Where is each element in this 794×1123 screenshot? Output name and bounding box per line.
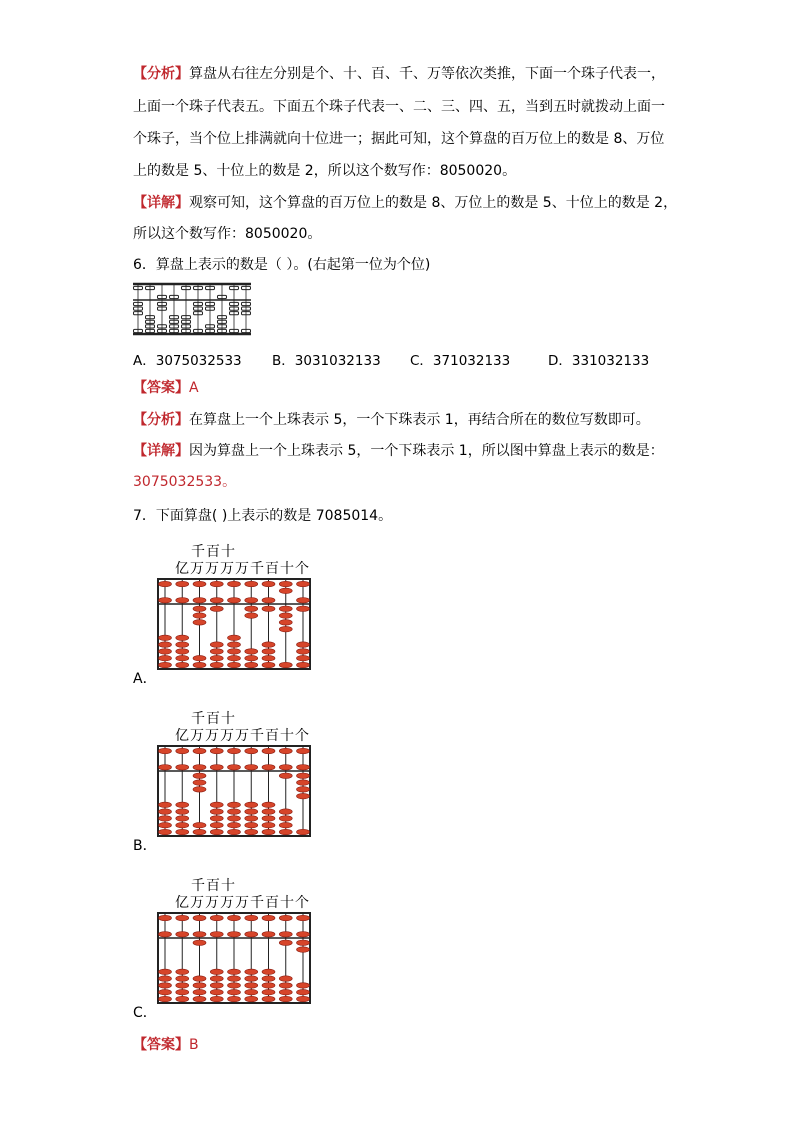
abacus-lower-bead: [193, 620, 206, 626]
abacus-lower-bead: [279, 626, 292, 632]
abacus-lower-bead: [159, 816, 172, 822]
abacus-lower-bead: [245, 989, 258, 995]
abacus-b-figure: [157, 745, 311, 837]
abacus-lower-bead: [228, 989, 241, 995]
abacus-lower-bead: [245, 996, 258, 1002]
choice-a-label: A．: [133, 671, 157, 687]
abacus-lower-bead: [159, 635, 172, 641]
abacus-lower-bead: [297, 996, 310, 1002]
q6-stem: 6．算盘上表示的数是（ ）。(右起第一位为个位): [133, 257, 431, 273]
abacus-upper-bead: [262, 581, 275, 587]
abacus-lower-bead: [279, 613, 292, 619]
analysis-1-line-4: 上的数是 5、十位上的数是 2，所以这个数写作：8050020。: [133, 163, 517, 179]
abacus-lower-bead: [159, 989, 172, 995]
abacus-lower-bead: [176, 649, 189, 655]
abacus-lower-bead: [228, 802, 241, 808]
text: 观察可知，这个算盘的百万位上的数是 8、万位上的数是 5、十位上的数是 2，: [189, 195, 678, 211]
abacus-lower-bead: [262, 983, 275, 989]
q6-analysis: [133, 410, 650, 430]
abacus-lower-bead: [159, 655, 172, 661]
q6-option-d: D．331032133: [548, 353, 650, 369]
abacus-lower-bead: [279, 989, 292, 995]
abacus-lower-bead: [228, 829, 241, 835]
analysis-tag: 【分析】: [133, 412, 189, 428]
abacus-lower-bead: [228, 809, 241, 815]
abacus-upper-bead: [279, 932, 292, 938]
q6-option-b: B．3031032133: [272, 353, 381, 369]
abacus-lower-bead: [228, 976, 241, 982]
abacus-lower-bead: [176, 983, 189, 989]
detail-1-line-2: 所以这个数写作：8050020。: [133, 226, 322, 242]
abacus-lower-bead: [279, 940, 292, 946]
abacus-a-place-top: 千百十: [191, 544, 236, 560]
abacus-upper-bead: [176, 581, 189, 587]
abacus-lower-bead: [193, 655, 206, 661]
abacus-lower-bead: [279, 976, 292, 982]
abacus-lower-bead: [297, 940, 310, 946]
abacus-upper-bead: [193, 932, 206, 938]
abacus-upper-bead: [279, 915, 292, 921]
abacus-lower-bead: [279, 996, 292, 1002]
abacus-lower-bead: [245, 822, 258, 828]
abacus-lower-bead: [262, 649, 275, 655]
abacus-lower-bead: [159, 976, 172, 982]
abacus-lower-bead: [193, 773, 206, 779]
abacus-lower-bead: [210, 642, 223, 648]
abacus-lower-bead: [262, 802, 275, 808]
abacus-lower-bead: [228, 642, 241, 648]
abacus-upper-bead: [193, 765, 206, 771]
abacus-lower-bead: [228, 662, 241, 668]
abacus-upper-bead: [176, 598, 189, 604]
abacus-lower-bead: [228, 822, 241, 828]
abacus-lower-bead: [159, 802, 172, 808]
choice-c-label: C．: [133, 1005, 157, 1021]
abacus-upper-bead: [262, 765, 275, 771]
abacus-lower-bead: [245, 969, 258, 975]
abacus-upper-bead: [159, 765, 172, 771]
text: 因为算盘上一个上珠表示 5，一个下珠表示 1，所以图中算盘上表示的数是：: [189, 443, 664, 459]
analysis-tag: 【分析】: [133, 66, 189, 82]
abacus-upper-bead: [176, 915, 189, 921]
abacus-upper-bead: [245, 581, 258, 587]
abacus-lower-bead: [193, 662, 206, 668]
abacus-lower-bead: [297, 829, 310, 835]
abacus-upper-bead: [228, 581, 241, 587]
abacus-upper-bead: [159, 915, 172, 921]
abacus-lower-bead: [176, 642, 189, 648]
abacus-c-place-bottom: 亿万万万万千百十个: [175, 895, 310, 911]
abacus-lower-bead: [297, 793, 310, 799]
abacus-lower-bead: [193, 940, 206, 946]
abacus-lower-bead: [297, 787, 310, 793]
abacus-lower-bead: [210, 649, 223, 655]
abacus-lower-bead: [210, 606, 223, 612]
abacus-upper-bead: [245, 598, 258, 604]
abacus-upper-bead: [193, 915, 206, 921]
abacus-lower-bead: [297, 642, 310, 648]
abacus-upper-bead: [279, 581, 292, 587]
detail-tag: 【详解】: [133, 443, 189, 459]
analysis-1-line-1: [133, 64, 665, 84]
abacus-lower-bead: [297, 662, 310, 668]
q6-detail-line-2: 3075032533。: [133, 474, 237, 490]
abacus-upper-bead: [176, 748, 189, 754]
abacus-lower-bead: [245, 655, 258, 661]
abacus-lower-bead: [262, 829, 275, 835]
abacus-lower-bead: [228, 655, 241, 661]
q7-answer: [133, 1035, 199, 1055]
abacus-lower-bead: [279, 773, 292, 779]
abacus-upper-bead: [176, 765, 189, 771]
abacus-lower-bead: [159, 642, 172, 648]
abacus-lower-bead: [193, 606, 206, 612]
abacus-lower-bead: [176, 989, 189, 995]
abacus-lower-bead: [159, 662, 172, 668]
abacus-upper-bead: [245, 915, 258, 921]
q6-option-a: A．3075032533: [133, 353, 242, 369]
abacus-b-place-top: 千百十: [191, 711, 236, 727]
abacus-upper-bead: [159, 581, 172, 587]
abacus-lower-bead: [210, 969, 223, 975]
abacus-lower-bead: [193, 976, 206, 982]
abacus-b-place-bottom: 亿万万万万千百十个: [175, 728, 310, 744]
abacus-lower-bead: [210, 655, 223, 661]
abacus-upper-bead: [193, 748, 206, 754]
abacus-lower-bead: [176, 802, 189, 808]
abacus-lower-bead: [176, 976, 189, 982]
abacus-upper-bead: [210, 765, 223, 771]
abacus-c-place-top: 千百十: [191, 878, 236, 894]
abacus-upper-bead: [228, 765, 241, 771]
abacus-lower-bead: [297, 983, 310, 989]
abacus-lower-bead: [159, 649, 172, 655]
abacus-upper-bead: [245, 748, 258, 754]
abacus-lower-bead: [262, 642, 275, 648]
abacus-lower-bead: [193, 996, 206, 1002]
abacus-upper-bead: [210, 598, 223, 604]
abacus-lower-bead: [279, 809, 292, 815]
abacus-lower-bead: [262, 655, 275, 661]
q7-stem: 7．下面算盘( )上表示的数是 7085014。: [133, 508, 393, 524]
q6-option-c: C．371032133: [410, 353, 511, 369]
abacus-lower-bead: [228, 969, 241, 975]
abacus-a-place-bottom: 亿万万万万千百十个: [175, 561, 310, 577]
abacus-lower-bead: [245, 606, 258, 612]
abacus-upper-bead: [210, 932, 223, 938]
abacus-upper-bead: [245, 932, 258, 938]
abacus-upper-bead: [297, 765, 310, 771]
abacus-upper-bead: [228, 932, 241, 938]
abacus-lower-bead: [193, 780, 206, 786]
abacus-lower-bead: [228, 983, 241, 989]
abacus-lower-bead: [210, 983, 223, 989]
abacus-lower-bead: [210, 822, 223, 828]
abacus-upper-bead: [193, 581, 206, 587]
abacus-lower-bead: [193, 613, 206, 619]
abacus-lower-bead: [262, 969, 275, 975]
abacus-a-figure: [157, 578, 311, 670]
abacus-upper-bead: [262, 598, 275, 604]
abacus-lower-bead: [297, 606, 310, 612]
abacus-lower-bead: [279, 662, 292, 668]
abacus-lower-bead: [297, 989, 310, 995]
answer-value: A: [189, 380, 199, 396]
abacus-upper-bead: [297, 915, 310, 921]
abacus-lower-bead: [245, 976, 258, 982]
abacus-upper-bead: [159, 598, 172, 604]
abacus-lower-bead: [176, 809, 189, 815]
abacus-lower-bead: [210, 809, 223, 815]
abacus-lower-bead: [245, 802, 258, 808]
abacus-upper-bead: [228, 915, 241, 921]
abacus-lower-bead: [176, 969, 189, 975]
abacus-lower-bead: [210, 989, 223, 995]
answer-value: B: [189, 1037, 199, 1053]
abacus-lower-bead: [228, 996, 241, 1002]
abacus-lower-bead: [245, 662, 258, 668]
abacus-lower-bead: [176, 816, 189, 822]
abacus-lower-bead: [245, 829, 258, 835]
abacus-lower-bead: [245, 649, 258, 655]
abacus-upper-bead: [279, 765, 292, 771]
abacus-c-figure: [157, 912, 311, 1004]
answer-tag: 【答案】: [133, 380, 189, 396]
abacus-lower-bead: [176, 635, 189, 641]
text: 在算盘上一个上珠表示 5，一个下珠表示 1，再结合所在的数位写数即可。: [189, 412, 650, 428]
abacus-lower-bead: [159, 809, 172, 815]
abacus-lower-bead: [176, 996, 189, 1002]
abacus-lower-bead: [262, 996, 275, 1002]
abacus-upper-bead: [159, 748, 172, 754]
abacus-upper-bead: [262, 748, 275, 754]
abacus-lower-bead: [262, 809, 275, 815]
abacus-lower-bead: [297, 780, 310, 786]
abacus-upper-bead: [228, 598, 241, 604]
abacus-lower-bead: [159, 983, 172, 989]
abacus-lower-bead: [297, 655, 310, 661]
abacus-lower-bead: [210, 802, 223, 808]
abacus-upper-bead: [228, 748, 241, 754]
abacus-lower-bead: [176, 822, 189, 828]
detail-tag: 【详解】: [133, 195, 189, 211]
abacus-upper-bead: [279, 588, 292, 594]
abacus-upper-bead: [297, 748, 310, 754]
abacus-lower-bead: [193, 822, 206, 828]
abacus-upper-bead: [297, 932, 310, 938]
q6-detail-line-1: [133, 441, 664, 461]
abacus-upper-bead: [210, 748, 223, 754]
abacus-lower-bead: [210, 976, 223, 982]
abacus-lower-bead: [245, 613, 258, 619]
abacus-upper-bead: [297, 581, 310, 587]
q6-abacus-figure: [133, 282, 255, 338]
abacus-lower-bead: [279, 983, 292, 989]
abacus-lower-bead: [228, 635, 241, 641]
abacus-lower-bead: [159, 822, 172, 828]
q6-answer: [133, 378, 199, 398]
abacus-upper-bead: [159, 932, 172, 938]
abacus-lower-bead: [159, 996, 172, 1002]
abacus-lower-bead: [245, 809, 258, 815]
abacus-lower-bead: [297, 649, 310, 655]
detail-1-line-1: [133, 193, 677, 213]
abacus-lower-bead: [297, 773, 310, 779]
abacus-upper-bead: [176, 932, 189, 938]
abacus-lower-bead: [193, 989, 206, 995]
abacus-lower-bead: [245, 816, 258, 822]
abacus-upper-bead: [297, 598, 310, 604]
abacus-upper-bead: [210, 915, 223, 921]
abacus-lower-bead: [262, 662, 275, 668]
abacus-upper-bead: [245, 765, 258, 771]
abacus-lower-bead: [210, 816, 223, 822]
analysis-1-line-3: 个珠子，当个位上排满就向十位进一；据此可知，这个算盘的百万位上的数是 8、万位: [133, 131, 665, 147]
abacus-lower-bead: [262, 816, 275, 822]
abacus-lower-bead: [210, 829, 223, 835]
analysis-1-line-2: 上面一个珠子代表五。下面五个珠子代表一、二、三、四、五，当到五时就拨动上面一: [133, 99, 665, 115]
abacus-lower-bead: [193, 829, 206, 835]
abacus-lower-bead: [176, 662, 189, 668]
abacus-upper-bead: [210, 581, 223, 587]
abacus-lower-bead: [262, 822, 275, 828]
choice-b-label: B．: [133, 838, 157, 854]
abacus-lower-bead: [262, 606, 275, 612]
abacus-lower-bead: [159, 969, 172, 975]
answer-tag: 【答案】: [133, 1037, 189, 1053]
abacus-lower-bead: [279, 620, 292, 626]
abacus-lower-bead: [193, 787, 206, 793]
abacus-lower-bead: [245, 983, 258, 989]
text: 算盘从右往左分别是个、十、百、千、万等依次类推，下面一个珠子代表一，: [189, 66, 665, 82]
abacus-upper-bead: [262, 915, 275, 921]
abacus-lower-bead: [262, 989, 275, 995]
abacus-lower-bead: [279, 606, 292, 612]
abacus-lower-bead: [176, 829, 189, 835]
abacus-lower-bead: [210, 996, 223, 1002]
abacus-lower-bead: [210, 662, 223, 668]
abacus-lower-bead: [279, 829, 292, 835]
abacus-lower-bead: [262, 976, 275, 982]
abacus-lower-bead: [193, 983, 206, 989]
abacus-upper-bead: [279, 748, 292, 754]
abacus-upper-bead: [262, 932, 275, 938]
abacus-lower-bead: [159, 829, 172, 835]
abacus-lower-bead: [279, 816, 292, 822]
abacus-lower-bead: [297, 947, 310, 953]
abacus-lower-bead: [228, 816, 241, 822]
abacus-lower-bead: [176, 655, 189, 661]
abacus-lower-bead: [279, 822, 292, 828]
abacus-lower-bead: [228, 649, 241, 655]
abacus-upper-bead: [193, 598, 206, 604]
